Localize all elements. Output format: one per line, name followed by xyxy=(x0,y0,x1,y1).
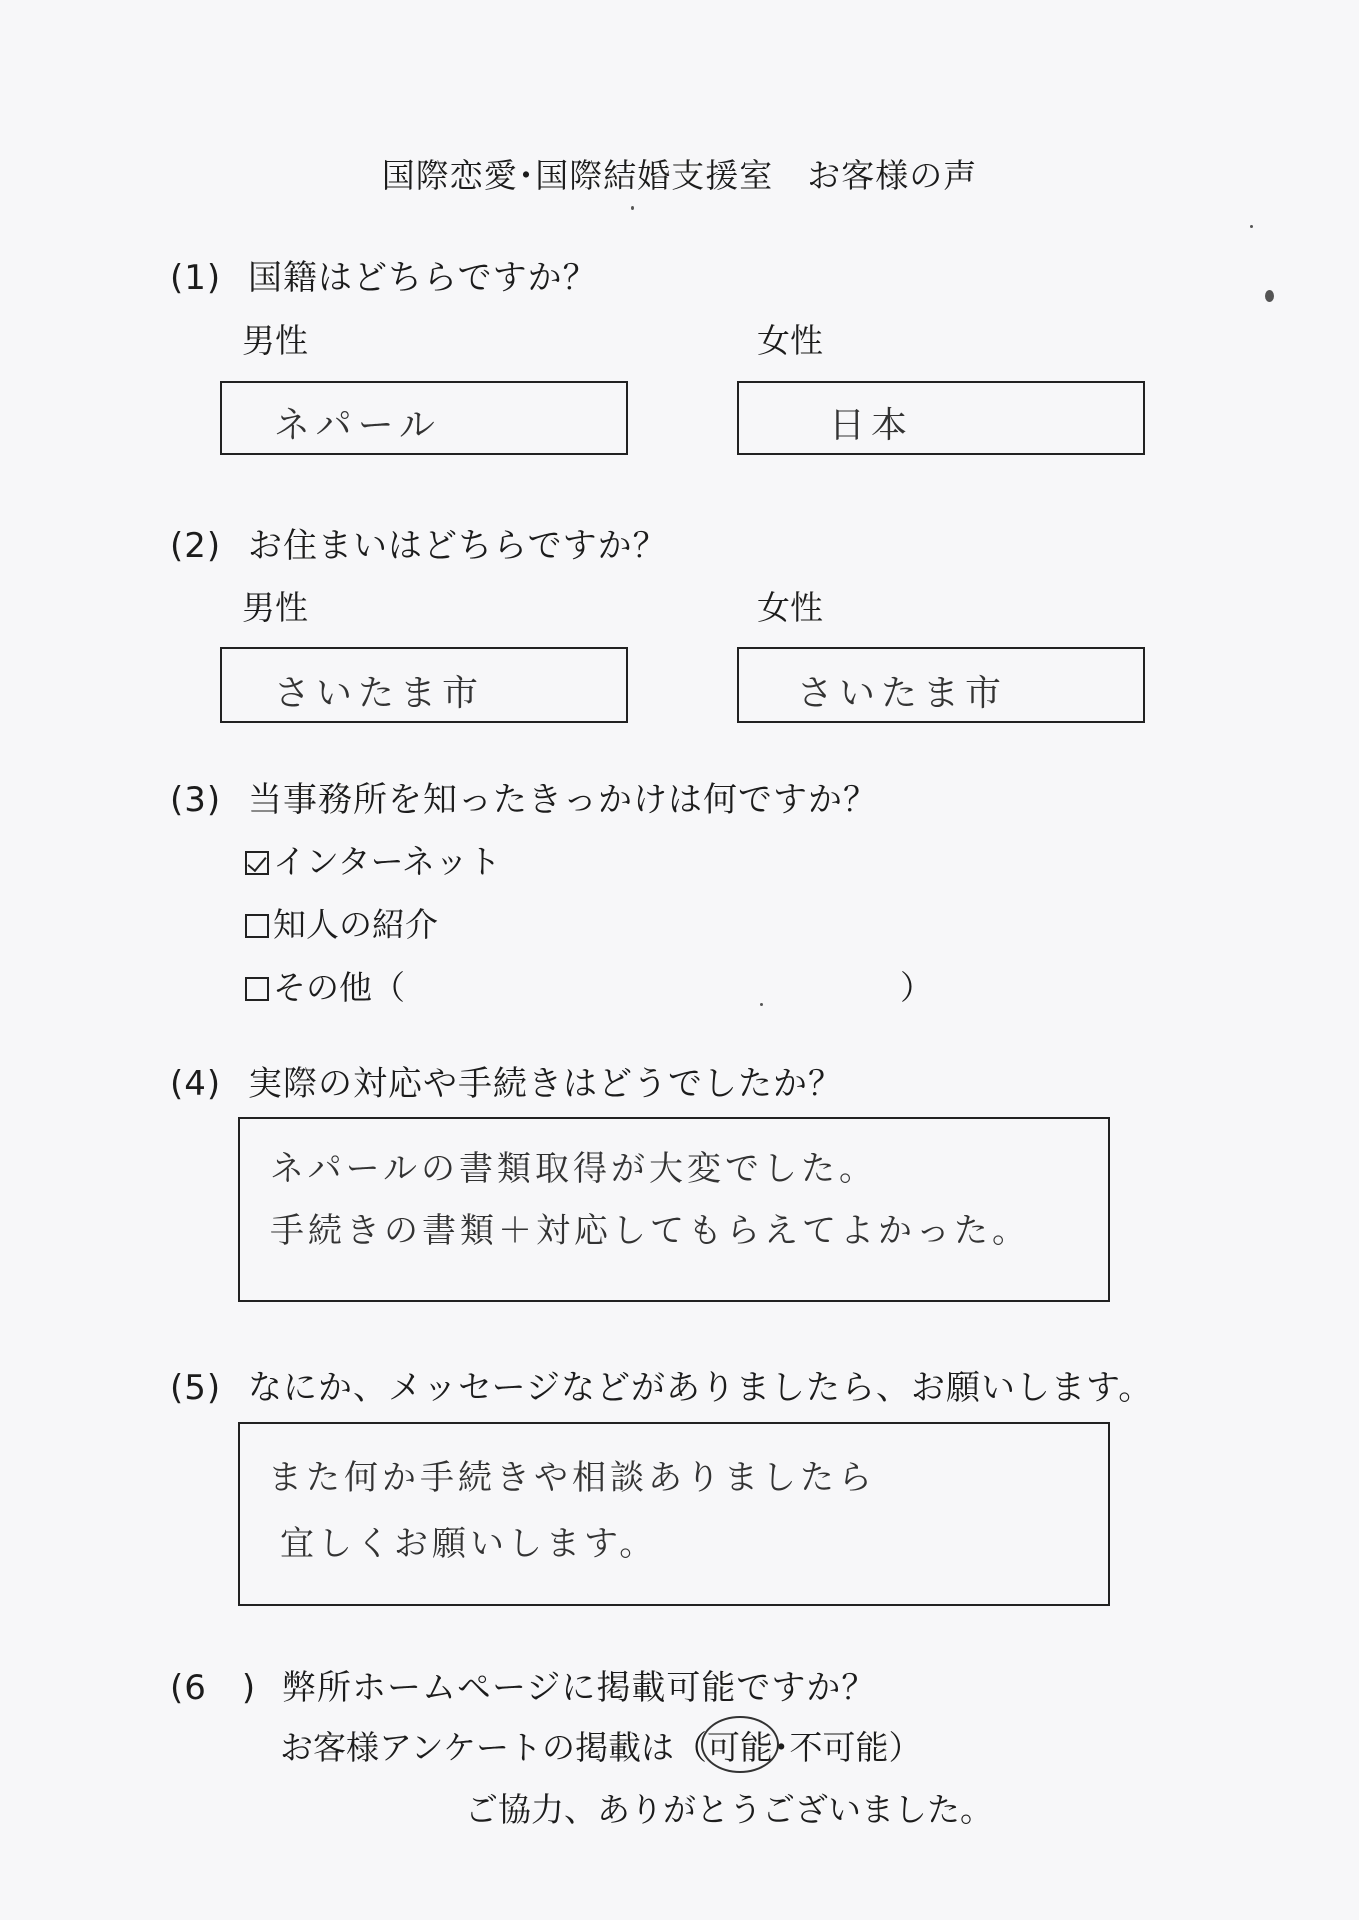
question-5-number: (5) xyxy=(170,1368,222,1408)
q6-consent-suffix: ） xyxy=(888,1728,922,1767)
title-organization: 国際恋愛･国際結婚支援室 xyxy=(381,156,774,195)
question-4-number: (4) xyxy=(170,1064,222,1104)
question-4-text: 実際の対応や手続きはどうでしたか？ xyxy=(248,1064,843,1104)
question-2 xyxy=(170,518,668,567)
question-6-number: (6 ) xyxy=(170,1668,257,1708)
q2-female-answer: さいたま市 xyxy=(797,673,1008,714)
q3-option-internet-label: インターネット xyxy=(273,842,502,881)
scan-speck xyxy=(1250,225,1253,228)
q5-answer-box[interactable] xyxy=(238,1422,1110,1606)
thanks-message: ご協力、ありがとうございました。 xyxy=(465,1790,993,1829)
q6-consent-prefix: お客様アンケートの掲載は（ xyxy=(280,1728,708,1767)
q4-answer-line-1: ネパールの書類取得が大変でした。 xyxy=(270,1149,877,1189)
q1-female-label: 女性 xyxy=(757,321,823,360)
checkbox-icon[interactable] xyxy=(245,977,269,1001)
question-4 xyxy=(170,1056,843,1105)
q1-male-answer: ネパール xyxy=(274,405,441,446)
question-2-text: お住まいはどちらですか？ xyxy=(248,526,668,566)
q5-answer-line-1: また何か手続きや相談ありましたら xyxy=(268,1458,876,1498)
q1-female-answer: 日本 xyxy=(829,405,914,446)
question-3-number: (3) xyxy=(170,780,222,820)
question-6 xyxy=(170,1660,876,1709)
q4-answer-box[interactable] xyxy=(238,1117,1110,1302)
scan-speck xyxy=(631,206,634,210)
q1-female-answer-box[interactable] xyxy=(737,381,1145,455)
q2-female-answer-box[interactable] xyxy=(737,647,1145,723)
question-5-text: なにか、メッセージなどがありましたら、お願いします。 xyxy=(248,1368,1154,1408)
q5-answer-line-2: 宜しくお願いします。 xyxy=(280,1524,658,1564)
question-6-text: 弊所ホームページに掲載可能ですか？ xyxy=(282,1668,877,1708)
q2-female-label: 女性 xyxy=(757,588,823,627)
q6-option-possible-label: 可能 xyxy=(707,1728,774,1767)
q3-option-internet[interactable] xyxy=(245,836,501,883)
selection-circle-icon xyxy=(701,1716,779,1773)
q3-option-other[interactable] xyxy=(245,962,405,1009)
scan-speck xyxy=(760,1003,763,1006)
question-2-number: (2) xyxy=(170,526,222,566)
q2-male-answer: さいたま市 xyxy=(274,673,485,714)
question-1 xyxy=(170,250,598,299)
q4-answer-line-2: 手続きの書類＋対応してもらえてよかった。 xyxy=(270,1211,1030,1251)
scan-speck xyxy=(1265,290,1274,302)
q3-option-referral[interactable] xyxy=(245,899,438,946)
q6-option-impossible[interactable]: 不可能 xyxy=(789,1728,889,1767)
q3-option-other-label: その他（ xyxy=(273,968,405,1007)
q3-option-referral-label: 知人の紹介 xyxy=(273,905,438,944)
q1-male-label: 男性 xyxy=(242,321,308,360)
checkbox-icon[interactable] xyxy=(245,914,269,938)
q2-male-answer-box[interactable] xyxy=(220,647,628,723)
q1-male-answer-box[interactable] xyxy=(220,381,628,455)
question-5 xyxy=(170,1360,1153,1409)
question-1-number: (1) xyxy=(170,258,222,298)
q6-consent xyxy=(280,1722,922,1769)
q3-other-close-paren: ） xyxy=(900,968,933,1007)
page-title xyxy=(0,150,1359,197)
question-3-text: 当事務所を知ったきっかけは何ですか？ xyxy=(248,780,878,820)
title-section: お客様の声 xyxy=(807,156,978,195)
checkbox-checked-icon[interactable] xyxy=(245,851,269,875)
question-1-text: 国籍はどちらですか？ xyxy=(248,258,598,298)
q2-male-label: 男性 xyxy=(242,588,308,627)
question-3 xyxy=(170,772,878,821)
q6-separator: ･ xyxy=(773,1728,790,1767)
q6-option-possible[interactable] xyxy=(707,1722,773,1769)
